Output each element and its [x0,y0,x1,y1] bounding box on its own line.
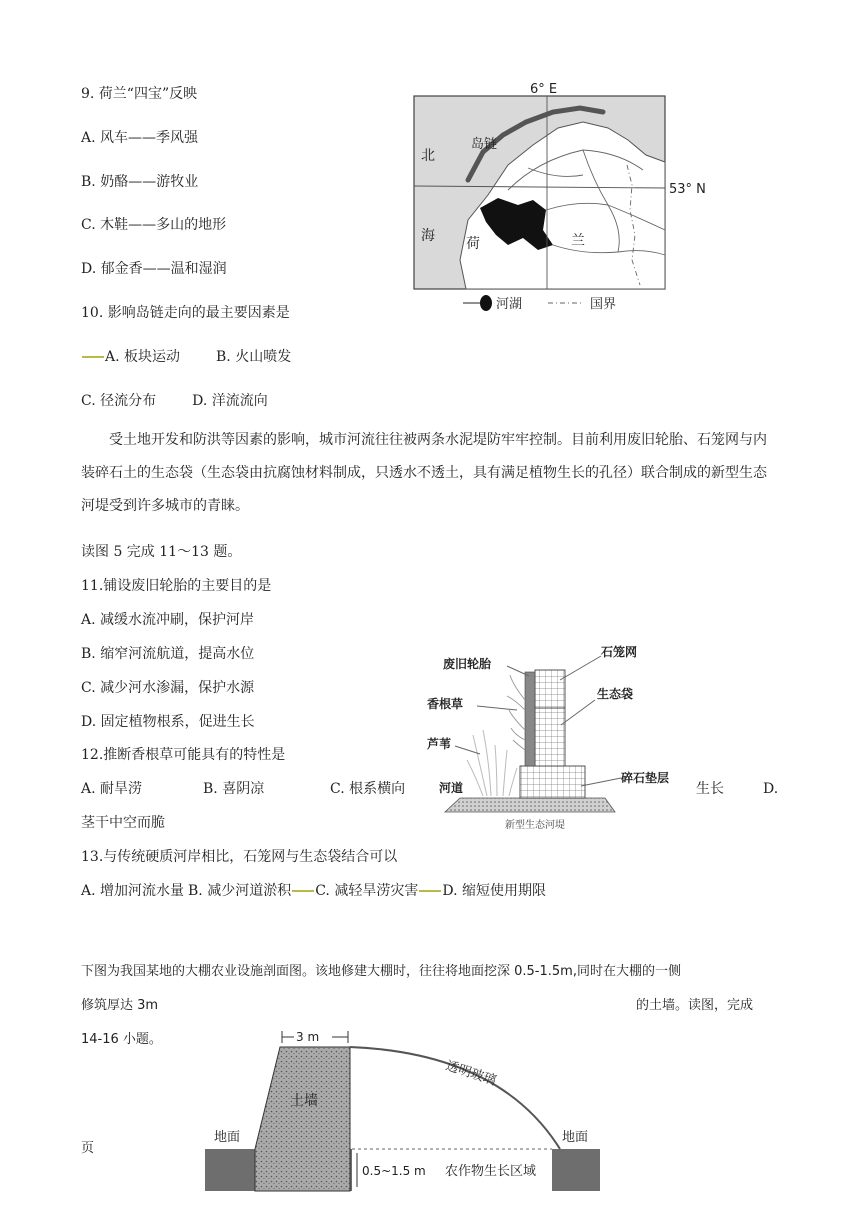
lower-gabion [520,766,585,798]
q14-intro-line2b: 的土墙。读图，完成 [636,998,754,1013]
label-gabion: 石笼网 [601,645,638,659]
q9-option-b: B. 奶酪——游牧业 [81,174,199,190]
eco-levee-diagram [425,640,690,835]
lat-label: 53° N [669,182,706,197]
q13-options [81,882,546,900]
q13-stem: 13.与传统硬质河岸相比，石笼网与生态袋结合可以 [81,849,398,865]
q10-option-d: D. 洋流流向 [192,393,268,409]
highlight-mark [419,890,441,892]
q9-stem: 9. 荷兰“四宝”反映 [81,86,198,102]
label-river: 河道 [439,781,464,795]
legend-border: 国界 [590,297,617,312]
q9-option-d: D. 郁金香——温和湿润 [81,261,227,277]
lan-label: 兰 [571,233,585,249]
q11-stem: 11.铺设废旧轮胎的主要目的是 [81,578,272,594]
label-vetiver: 香根草 [427,697,464,711]
sea-label: 海 [421,228,435,244]
q13-option-a: A. 增加河流水量 [81,883,185,899]
q11-option-b: B. 缩窄河流航道，提高水位 [81,646,255,662]
q10-option-b: B. 火山喷发 [216,349,292,365]
label-tire: 废旧轮胎 [443,657,492,671]
q10-stem: 10. 影响岛链走向的最主要因素是 [81,305,290,321]
q12-stem: 12.推断香根草可能具有的特性是 [81,747,286,763]
legend-bar [414,290,665,312]
middle-gabion [535,708,565,766]
gravel-cushion [445,798,615,812]
label-ecobag: 生态袋 [597,687,634,701]
q9-option-a: A. 风车——季风强 [81,130,199,146]
greenhouse-diagram [200,1025,605,1195]
q12-option-c: C. 根系横向 [330,781,406,797]
ground-right-label: 地面 [562,1130,589,1145]
legend-lake-icon [480,295,492,311]
he-label: 荷 [466,236,480,252]
vetiver-grass [507,675,525,750]
q10-option-c: C. 径流分布 [81,393,157,409]
q14-intro-line1: 下图为我国某地的大棚农业设施剖面图。该地修建大棚时，往往将地面挖深 0.5-1.5m,同时在大棚的一侧 [81,964,681,979]
legend-lake: 河湖 [496,297,523,312]
wall-width-label: 3 m [296,1030,320,1044]
north-label: 北 [421,148,435,164]
q11-option-d: D. 固定植物根系，促进生长 [81,714,255,730]
q11-option-a: A. 减缓水流冲刷，保护河岸 [81,612,255,628]
lon-label: 6° E [530,82,558,97]
q13-option-c: C. 减轻旱涝灾害 [315,883,419,899]
q9-option-c: C. 木鞋——多山的地形 [81,217,227,233]
label-gravel: 碎石垫层 [621,771,670,785]
tire-stack [525,672,535,766]
q10-options-row1 [81,348,291,366]
q12-option-c-tail: 生长 [696,781,724,797]
reed-plants [467,730,517,796]
highlight-mark [292,890,314,892]
depth-label: 0.5~1.5 m [362,1164,426,1178]
q10-options-row2 [81,392,268,410]
q13-option-d: D. 缩短使用期限 [442,883,546,899]
page-footer: 页 [81,1141,95,1156]
crop-zone-label: 农作物生长区域 [445,1164,537,1179]
q12-option-a: A. 耐旱涝 [81,781,143,797]
ground-left-label: 地面 [214,1130,241,1145]
glass-label: 透明玻璃 [443,1058,498,1089]
netherlands-map [408,80,708,320]
q12-option-d-text: 茎干中空而脆 [81,815,165,831]
wall-label: 土墙 [290,1093,318,1109]
island-label: 岛链 [471,137,498,152]
q13-option-b: B. 减少河道淤积 [188,883,292,899]
earth-wall [255,1047,350,1191]
highlight-mark [82,356,104,358]
q10-option-a: A. 板块运动 [105,349,181,365]
levee-caption: 新型生态河堤 [505,820,565,831]
q12-option-b: B. 喜阴凉 [203,781,265,797]
passage-instruction: 读图 5 完成 11～13 题。 [81,544,242,560]
q14-intro-line2a: 修筑厚达 3m [81,998,159,1013]
q12-option-d: D. [763,781,779,797]
q14-intro-line3: 14-16 小题。 [81,1032,162,1047]
upper-gabion [535,670,565,708]
passage-paragraph: 受土地开发和防洪等因素的影响，城市河流往往被两条水泥堤防牢牢控制。目前利用废旧轮胎、石笼网与内装碎石土的生态袋（生态袋由抗腐蚀材料制成，只透水不透土，具有满足植物生长的孔径）联合制成的新型生态河堤受到许多城市的青睐。 [81,432,767,514]
label-reed: 芦苇 [427,737,452,751]
q11-option-c: C. 减少河水渗漏，保护水源 [81,680,255,696]
